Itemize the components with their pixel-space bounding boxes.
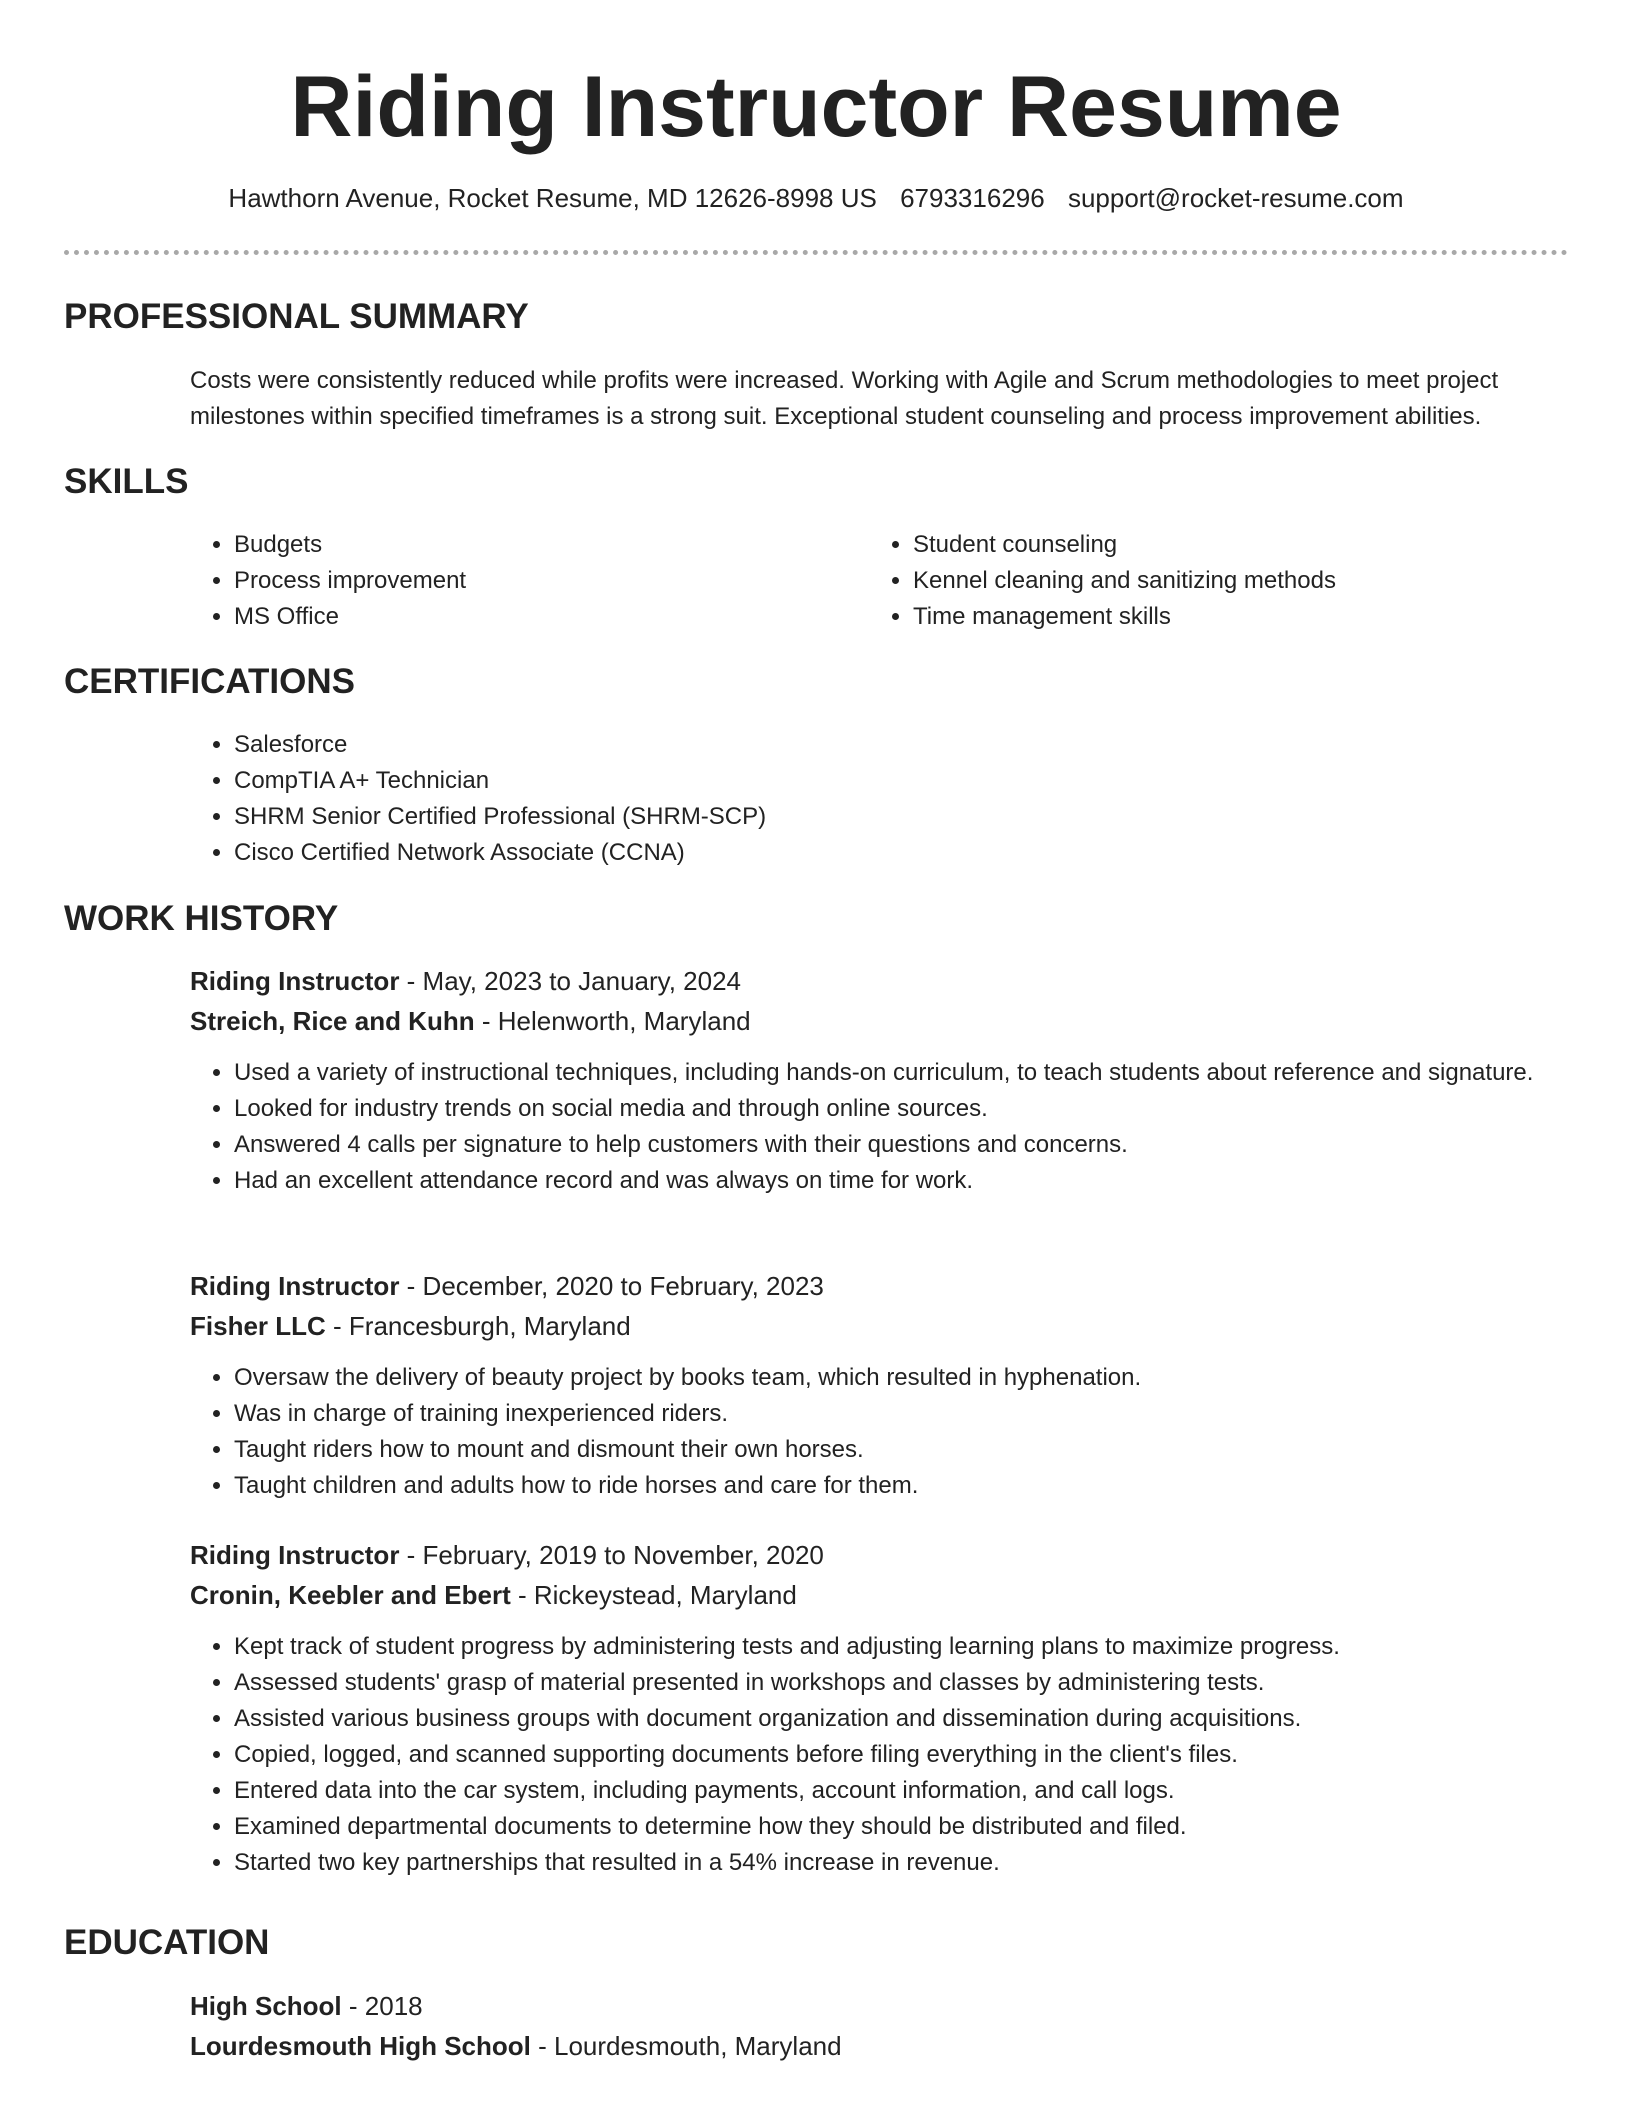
education-heading: EDUCATION	[64, 1923, 270, 1962]
separator: -	[341, 1991, 365, 2021]
job-company-line	[190, 1575, 797, 1615]
education-degree-line	[190, 1986, 423, 2026]
job-title-line	[190, 1266, 824, 1306]
work-history-heading: WORK HISTORY	[64, 899, 339, 938]
job-location: Rickeystead, Maryland	[533, 1580, 797, 1610]
certification-item: • Salesforce	[234, 727, 1614, 763]
job-bullet: • Had an excellent attendance record and was always on time for work.	[234, 1163, 1574, 1199]
contact-address: Hawthorn Avenue, Rocket Resume, MD 12626-8998 US	[228, 183, 877, 213]
contact-phone: 6793316296	[900, 183, 1045, 213]
job-bullet: • Examined departmental documents to determine how they should be distributed and filed.	[234, 1809, 1632, 1845]
job-bullet: • Copied, logged, and scanned supporting documents before filing everything in the client's files.	[234, 1737, 1632, 1773]
job-title-line	[190, 1535, 824, 1575]
certification-item: • Cisco Certified Network Associate (CCNA)	[234, 835, 1614, 871]
job-bullet: • Entered data into the car system, including payments, account information, and call logs.	[234, 1773, 1632, 1809]
job-dates: May, 2023 to January, 2024	[422, 966, 742, 996]
job-bullet: • Answered 4 calls per signature to help customers with their questions and concerns.	[234, 1127, 1574, 1163]
skills-list-right	[869, 527, 1603, 635]
job-bullet: • Was in charge of training inexperienced riders.	[234, 1396, 1614, 1432]
certifications-list	[190, 727, 1614, 871]
job-bullet: • Kept track of student progress by administering tests and adjusting learning plans to maximize progress.	[234, 1629, 1632, 1665]
skill-item: • Student counseling	[913, 527, 1603, 563]
separator: -	[399, 1540, 423, 1570]
education-year: 2018	[364, 1991, 423, 2021]
job-bullet: • Taught children and adults how to ride horses and care for them.	[234, 1468, 1614, 1504]
job-title: Riding Instructor	[190, 1540, 400, 1570]
education-location: Lourdesmouth, Maryland	[553, 2031, 842, 2061]
job-bullets	[190, 1360, 1614, 1504]
job-company: Fisher LLC	[190, 1311, 326, 1341]
job-bullet: • Assessed students' grasp of material presented in workshops and classes by administering tests.	[234, 1665, 1632, 1701]
separator: -	[399, 966, 423, 996]
skill-item: • Process improvement	[234, 563, 854, 599]
header-divider	[64, 250, 1568, 255]
separator: -	[399, 1271, 423, 1301]
separator: -	[530, 2031, 554, 2061]
job-company: Cronin, Keebler and Ebert	[190, 1580, 511, 1610]
separator: -	[325, 1311, 349, 1341]
certifications-heading: CERTIFICATIONS	[64, 662, 356, 701]
job-dates: December, 2020 to February, 2023	[422, 1271, 824, 1301]
job-title: Riding Instructor	[190, 1271, 400, 1301]
job-location: Francesburgh, Maryland	[348, 1311, 631, 1341]
education-school: Lourdesmouth High School	[190, 2031, 531, 2061]
summary-heading: PROFESSIONAL SUMMARY	[64, 297, 529, 336]
skill-item: • Time management skills	[913, 599, 1603, 635]
skill-item: • Budgets	[234, 527, 854, 563]
job-bullet: • Looked for industry trends on social media and through online sources.	[234, 1091, 1574, 1127]
job-title: Riding Instructor	[190, 966, 400, 996]
job-bullet: • Assisted various business groups with document organization and dissemination during acquisitions.	[234, 1701, 1632, 1737]
job-location: Helenworth, Maryland	[497, 1006, 751, 1036]
job-bullet: • Oversaw the delivery of beauty project by books team, which resulted in hyphenation.	[234, 1360, 1614, 1396]
skills-list-left	[190, 527, 854, 635]
certification-item: • SHRM Senior Certified Professional (SHRM-SCP)	[234, 799, 1614, 835]
education-school-line	[190, 2026, 842, 2066]
certification-item: • CompTIA A+ Technician	[234, 763, 1614, 799]
resume-title: Riding Instructor Resume	[290, 59, 1342, 155]
job-dates: February, 2019 to November, 2020	[422, 1540, 824, 1570]
job-company-line	[190, 1001, 751, 1041]
job-bullets	[190, 1629, 1632, 1881]
skill-item: • Kennel cleaning and sanitizing methods	[913, 563, 1603, 599]
job-bullet: • Used a variety of instructional techniques, including hands-on curriculum, to teach students about reference and signature.	[234, 1055, 1574, 1091]
job-bullet: • Started two key partnerships that resulted in a 54% increase in revenue.	[234, 1845, 1632, 1881]
skill-item: • MS Office	[234, 599, 854, 635]
job-bullets	[190, 1055, 1574, 1199]
job-company: Streich, Rice and Kuhn	[190, 1006, 475, 1036]
skills-heading: SKILLS	[64, 462, 189, 501]
contact-line	[0, 180, 1632, 216]
job-title-line	[190, 961, 741, 1001]
job-company-line	[190, 1306, 631, 1346]
contact-email: support@rocket-resume.com	[1067, 183, 1404, 213]
job-bullet: • Taught riders how to mount and dismount their own horses.	[234, 1432, 1614, 1468]
summary-text: Costs were consistently reduced while profits were increased. Working with Agile and Scrum methodologies to meet project milestones within specified timeframes is a strong suit. Exceptional student counseling and process improvement abilities.	[190, 367, 1499, 430]
separator: -	[474, 1006, 498, 1036]
separator: -	[510, 1580, 534, 1610]
education-degree: High School	[190, 1991, 342, 2021]
